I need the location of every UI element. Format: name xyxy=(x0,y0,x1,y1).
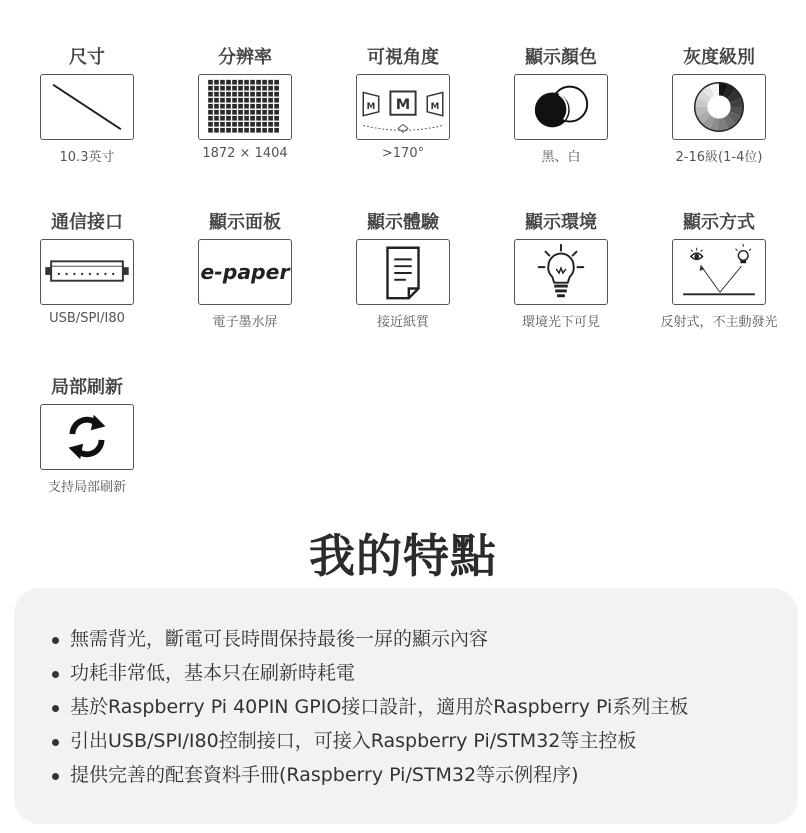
pixel-grid-icon xyxy=(198,74,292,140)
grayscale-ring-icon xyxy=(672,74,766,140)
spec-panel xyxy=(170,211,320,330)
spec-value: 電子墨水屏 xyxy=(212,315,278,330)
feature-item: 基於Raspberry Pi 40PIN GPIO接口設計，適用於Raspberry Pi系列主板 xyxy=(52,690,798,724)
connector-icon xyxy=(40,239,134,305)
svg-text:M: M xyxy=(366,101,376,112)
spec-title: 灰度級別 xyxy=(683,47,755,68)
reflection-icon xyxy=(672,239,766,305)
spec-size xyxy=(12,46,162,165)
light-bulb-icon xyxy=(514,239,608,305)
spec-value: USB/SPI/I80 xyxy=(49,311,125,326)
feature-item: 引出USB/SPI/I80控制接口，可接入Raspberry Pi/STM32等主控板 xyxy=(52,724,798,758)
spec-title: 顯示環境 xyxy=(525,212,597,233)
e-paper-icon xyxy=(198,239,292,305)
spec-display-mode xyxy=(644,211,794,330)
features-title: 我的特點 xyxy=(309,529,497,583)
spec-value: 支持局部刷新 xyxy=(47,480,126,495)
spec-value: 10.3英寸 xyxy=(59,150,115,165)
spec-value: 反射式，不主動發光 xyxy=(660,315,778,330)
spec-resolution xyxy=(170,46,320,161)
feature-item: 無需背光，斷電可長時間保持最後一屏的顯示內容 xyxy=(52,622,798,656)
spec-display-color xyxy=(486,46,636,165)
refresh-icon xyxy=(40,404,134,470)
spec-title: 可視角度 xyxy=(367,47,439,68)
feature-item: 功耗非常低，基本只在刷新時耗電 xyxy=(52,656,798,690)
e-paper-label: e-paper xyxy=(200,259,290,284)
spec-title: 通信接口 xyxy=(51,212,123,233)
spec-value: 1872 × 1404 xyxy=(202,146,288,161)
spec-value: 接近紙質 xyxy=(376,315,429,330)
spec-environment xyxy=(486,211,636,330)
spec-title: 顯示體驗 xyxy=(367,212,439,233)
spec-partial-refresh xyxy=(12,376,162,495)
feature-item: 提供完善的配套資料手冊(Raspberry Pi/STM32等示例程序) xyxy=(52,758,798,792)
spec-value: 2-16級(1-4位) xyxy=(675,150,763,165)
spec-value: >170° xyxy=(381,146,425,161)
features-list xyxy=(52,622,798,792)
spec-value: 黑、白 xyxy=(541,150,581,165)
spec-experience xyxy=(328,211,478,330)
spec-title: 局部刷新 xyxy=(51,377,123,398)
diagonal-line-icon xyxy=(40,74,134,140)
spec-viewing-angle xyxy=(328,46,478,161)
black-white-circles-icon xyxy=(514,74,608,140)
spec-title: 尺寸 xyxy=(69,47,105,68)
spec-value: 環境光下可見 xyxy=(521,315,600,330)
svg-text:M: M xyxy=(395,96,411,113)
paper-document-icon xyxy=(356,239,450,305)
spec-title: 顯示面板 xyxy=(209,212,281,233)
spec-grayscale xyxy=(644,46,794,165)
features-panel xyxy=(14,588,798,824)
spec-title: 顯示顏色 xyxy=(525,47,597,68)
svg-text:M: M xyxy=(430,101,440,112)
viewing-angle-icon xyxy=(356,74,450,140)
spec-title: 分辨率 xyxy=(218,47,272,68)
spec-interface xyxy=(12,211,162,326)
spec-title: 顯示方式 xyxy=(683,212,755,233)
